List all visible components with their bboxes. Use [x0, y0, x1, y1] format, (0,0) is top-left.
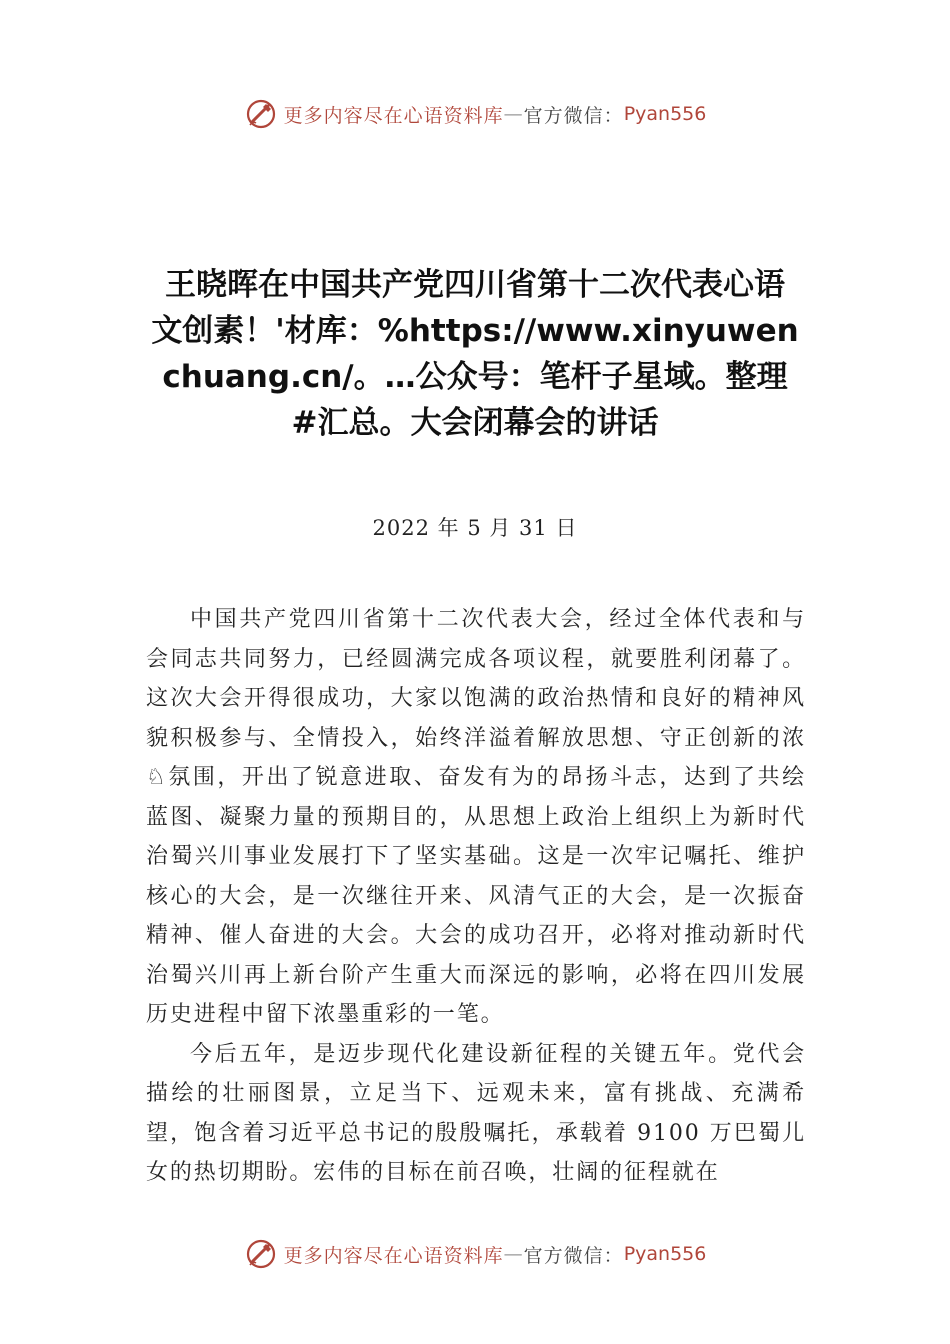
watermark-brand: 更多内容尽在心语资料库 — [283, 104, 504, 127]
watermark-wechat-label: 官方微信： — [523, 1244, 624, 1267]
watermark-wechat-label: 官方微信： — [523, 104, 624, 127]
body-paragraph: 今后五年，是迈步现代化建设新征程的关键五年。党代会描绘的壮丽图景，立足当下、远观未来，富有挑战、充满希望，饱含着习近平总书记的殷殷嘱托，承载着 9100 万巴蜀儿女的热切期盼。宏伟的目标在前召唤，壮阔的征程就在 — [146, 1041, 806, 1185]
body-paragraph: 中国共产党四川省第十二次代表大会，经过全体代表和与会同志共同努力，已经圆满完成各项议程，就要胜利闭幕了。这次大会开得很成功，大家以饱满的政治热情和良好的精神风貌积极参与、全情投入，始终洋溢着解放思想、守正创新的浓♘氛围，开出了锐意进取、奋发有为的昂扬斗志，达到了共绘蓝图、凝聚力量的预期目的，从思想上政治上组织上为新时代治蜀兴川事业发展打下了坚实基础。这是一次牢记嘱托、维护核心的大会，是一次继往开来、风清气正的大会，是一次振奋精神、催人奋进的大会。大会的成功召开，必将对推动新时代治蜀兴川再上新台阶产生重大而深远的影响，必将在四川发展历史进程中留下浓墨重彩的一笔。 — [146, 607, 806, 1027]
document-body — [146, 600, 806, 1193]
pen-seal-logo-icon — [244, 1237, 278, 1271]
header-watermark — [0, 94, 950, 134]
watermark-separator: — — [503, 103, 524, 125]
watermark-wechat-id: Pyan556 — [623, 103, 707, 125]
watermark-wechat-id: Pyan556 — [623, 1243, 707, 1265]
watermark-brand: 更多内容尽在心语资料库 — [283, 1244, 504, 1267]
watermark-separator: — — [503, 1243, 524, 1265]
document-date: 2022 年 5 月 31 日 — [372, 516, 578, 540]
footer-watermark — [0, 1234, 950, 1274]
pen-seal-logo-icon — [244, 97, 278, 131]
document-title: 王晓晖在中国共产党四川省第十二次代表心语文创素！'材库：%https://www.xinyuwenchuang.cn/。…公众号：笔杆子星域。整理#汇总。大会闭幕会的讲话 — [151, 267, 799, 441]
